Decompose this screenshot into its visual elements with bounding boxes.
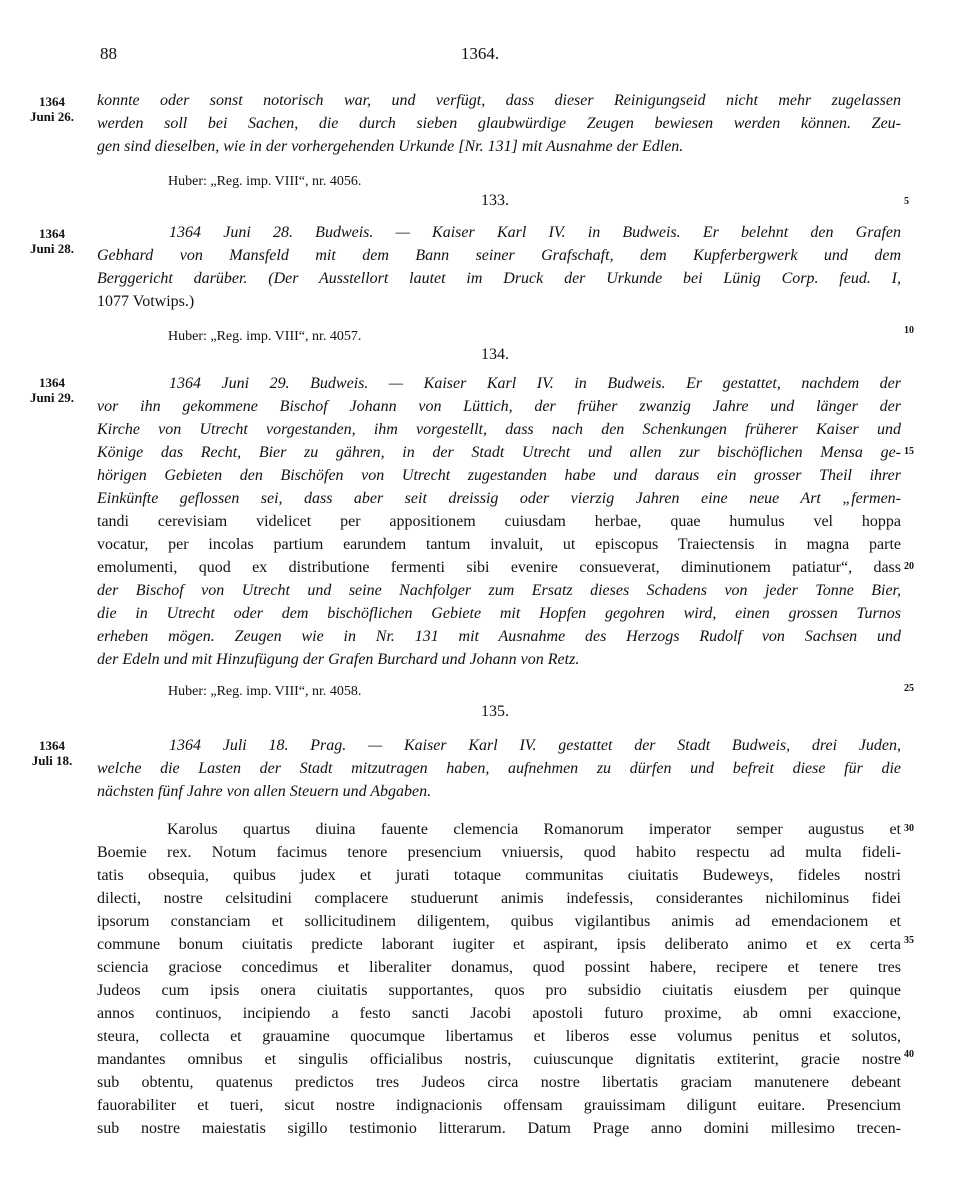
regest-134-cont <box>97 579 901 648</box>
text-line: Kirche von Utrecht vorgestanden, ihm vorgestellt, dass nach den Schenkungen früherer Kaiser und <box>97 421 901 438</box>
margin-year: 1364 <box>39 738 65 753</box>
margin-date-juni-26 <box>20 94 84 124</box>
text-line: Berggericht darüber. (Der Ausstellort lautet im Druck der Urkunde bei Lünig Corp. feud. I, <box>97 270 901 287</box>
margin-date-juni-28 <box>20 226 84 256</box>
text-line: Karolus quartus diuina fauente clemencia Romanorum imperator semper augustus et <box>167 821 901 838</box>
text-line: commune bonum ciuitatis predicte laborant iugiter et aspirant, ipsis deliberato animo et ex certa <box>97 936 901 953</box>
text-line: emolumenti, quod ex distributione fermenti sibi evenire consueverat, diminutionem patiatur“, dass <box>97 559 901 576</box>
line-number-20: 20 <box>904 561 914 572</box>
text-line: erheben mögen. Zeugen wie in Nr. 131 mit Ausnahme des Herzogs Rudolf von Sachsen und <box>97 628 901 645</box>
line-number-15: 15 <box>904 446 914 457</box>
line-number-5: 5 <box>904 196 909 207</box>
page-number: 88 <box>100 44 117 63</box>
text-line: dilecti, nostre celsitudini complacere studuerunt animis indefessis, considerantes nichilominus fidei <box>97 890 901 907</box>
margin-date-juli-18 <box>20 738 84 768</box>
text-line: ipsorum constanciam et sollicitudinem diligentem, quibus vigilantibus animis ad emendacionem et <box>97 913 901 930</box>
line-number-25: 25 <box>904 683 914 694</box>
text-line: Gebhard von Mansfeld mit dem Bann seiner Grafschaft, dem Kupferbergwerk und dem <box>97 247 901 264</box>
line-number-35: 35 <box>904 935 914 946</box>
text-line: die in Utrecht oder dem bischöflichen Gebiete mit Hopfen gegohren wird, einen grossen Turnos <box>97 605 901 622</box>
margin-year: 1364 <box>39 375 65 390</box>
text-line: tatis obsequia, quibus judex et jurati totaque communitas ciuitatis Budeweys, fideles nostri <box>97 867 901 884</box>
text-line: tandi cerevisiam videlicet per appositionem cuiusdam herbae, quae humulus vel hoppa <box>97 513 901 530</box>
regest-135 <box>97 734 901 780</box>
margin-date-juni-29 <box>20 375 84 405</box>
text-line: welche die Lasten der Stadt mitzutragen haben, aufnehmen zu dürfen und befreit diese für die <box>97 760 901 777</box>
line-number-30: 30 <box>904 823 914 834</box>
line-number-40: 40 <box>904 1049 914 1060</box>
text-line: Judeos cum ipsis onera ciuitatis supportantes, quos pro subsidio ciuitatis eiusdem per quinque <box>97 982 901 999</box>
text-line: steura, collecta et grauamine quocumque libertamus et liberos esse volumus penitus et solutos, <box>97 1028 901 1045</box>
text-line: nächsten fünf Jahre von allen Steuern und Abgaben. <box>97 783 432 800</box>
text-line: der Edeln und mit Hinzufügung der Grafen Burchard und Johann von Retz. <box>97 651 580 668</box>
text-line: Einkünfte geflossen sei, dass aber seit dreissig oder vierzig Jahren eine neue Art „fermen- <box>97 490 901 507</box>
register-reference: Huber: „Reg. imp. VIII“, nr. 4057. <box>168 329 362 344</box>
text-line: sciencia graciose concedimus et liberaliter donamus, quod possint habere, recipere et tenere tres <box>97 959 901 976</box>
regest-continuation-last <box>97 135 901 158</box>
register-reference: Huber: „Reg. imp. VIII“, nr. 4058. <box>168 684 362 699</box>
text-line: sub nostre maiestatis sigillo testimonio litterarum. Datum Prage anno domini millesimo trecen- <box>97 1120 901 1137</box>
text-line: 1364 Juli 18. Prag. — Kaiser Karl IV. gestattet der Stadt Budweis, drei Juden, <box>169 737 901 754</box>
margin-year: 1364 <box>39 226 65 241</box>
margin-day: Juli 18. <box>31 753 73 768</box>
line-number-10: 10 <box>904 325 914 336</box>
register-reference: Huber: „Reg. imp. VIII“, nr. 4056. <box>168 174 362 189</box>
text-line: fauorabiliter et tueri, sicut nostre indignacionis offensam grauissimam diligunt euitare. Presencium <box>97 1097 901 1114</box>
margin-day: Juni 26. <box>29 109 75 124</box>
regest-134 <box>97 372 901 510</box>
text-line: gen sind dieselben, wie in der vorhergehenden Urkunde [Nr. 131] mit Ausnahme der Edlen. <box>97 138 684 155</box>
document-number-134: 134. <box>481 346 509 363</box>
regest-continuation <box>97 89 901 135</box>
text-line: vocatur, per incolas partium earundem tantum invaluit, ut episcopus Traiectensis in magna parte <box>97 536 901 553</box>
text-line: 1364 Juni 29. Budweis. — Kaiser Karl IV. in Budweis. Er gestattet, nachdem der <box>169 375 901 392</box>
running-head: 1364. <box>460 44 500 63</box>
document-number-133: 133. <box>481 192 509 209</box>
text-line: werden soll bei Sachen, die durch sieben glaubwürdige Zeugen bewiesen werden können. Zeu- <box>97 115 901 132</box>
regest-133 <box>97 221 901 290</box>
document-number-135: 135. <box>481 703 509 720</box>
regest-133-last <box>97 290 901 313</box>
text-line: mandantes omnibus et singulis officialibus nostris, cuiuscunque dignitatis extiterint, gracie nostre <box>97 1051 901 1068</box>
text-line: hörigen Gebieten den Bischöfen von Utrecht zugestanden habe und daraus ein grosser Theil ihrer <box>97 467 901 484</box>
regest-134-latin <box>97 510 901 579</box>
margin-year: 1364 <box>39 94 65 109</box>
text-line: konnte oder sonst notorisch war, und verfügt, dass dieser Reinigungseid nicht mehr zugelassen <box>97 92 901 109</box>
charter-text <box>97 818 901 1140</box>
text-line: sub obtentu, quatenus predictos tres Judeos circa nostre libertatis graciam manutenere debeant <box>97 1074 901 1091</box>
text-line: 1364 Juni 28. Budweis. — Kaiser Karl IV. in Budweis. Er belehnt den Grafen <box>169 224 901 241</box>
text-line: Könige das Recht, Bier zu gähren, in der Stadt Utrecht und allen zur bischöflichen Mensa ge- <box>97 444 901 461</box>
text-line: 1077 Votwips.) <box>97 293 195 310</box>
regest-134-last <box>97 648 901 671</box>
margin-day: Juni 28. <box>29 241 75 256</box>
text-line: annos continuos, incipiendo a festo sancti Jacobi apostoli futuro proxime, ab omni exaccione, <box>97 1005 901 1022</box>
margin-day: Juni 29. <box>29 390 75 405</box>
text-line: der Bischof von Utrecht und seine Nachfolger zum Ersatz dieses Schadens von jeder Tonne Bier, <box>97 582 901 599</box>
text-line: Boemie rex. Notum facimus tenore presencium vniuersis, quod habito respectu ad multa fideli- <box>97 844 901 861</box>
regest-135-last <box>97 780 901 803</box>
text-line: vor ihn gekommene Bischof Johann von Lüttich, der früher zwanzig Jahre und länger der <box>97 398 901 415</box>
